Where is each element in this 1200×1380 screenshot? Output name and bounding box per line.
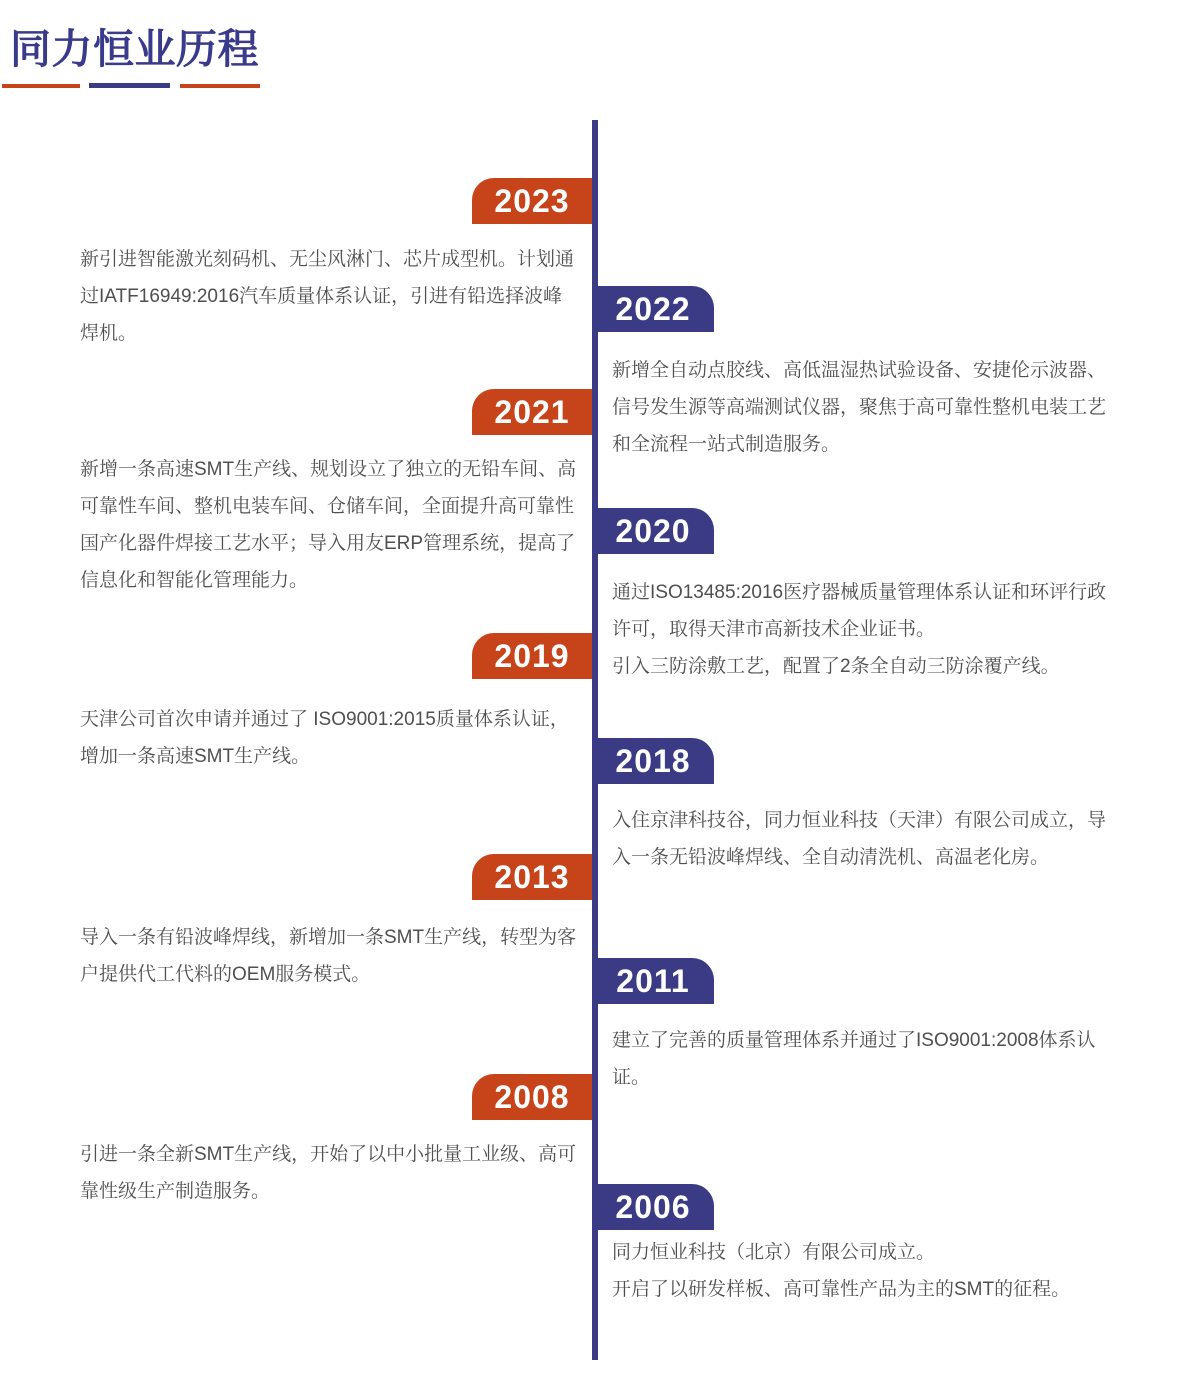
title-underline-blue — [89, 83, 170, 88]
year-label: 2008 — [494, 1078, 570, 1115]
year-label: 2020 — [615, 512, 691, 549]
year-label: 2023 — [494, 182, 570, 219]
entry-text-2023 — [80, 241, 580, 352]
year-badge-2022 — [592, 286, 714, 332]
year-label: 2006 — [615, 1188, 691, 1225]
entry-text-2006 — [612, 1234, 1112, 1308]
year-label: 2022 — [615, 290, 691, 327]
year-badge-2008 — [472, 1074, 592, 1120]
year-label: 2021 — [494, 393, 570, 430]
year-badge-2023 — [472, 178, 592, 224]
entry-paragraph: 入住京津科技谷，同力恒业科技（天津）有限公司成立，导入一条无铅波峰焊线、全自动清洗机、高温老化房。 — [612, 810, 1107, 868]
entry-paragraph: 引入三防涂敷工艺，配置了2条全自动三防涂覆产线。 — [612, 656, 1060, 677]
entry-text-2008 — [80, 1136, 580, 1210]
entry-text-2020 — [612, 574, 1112, 685]
entry-paragraph: 引进一条全新SMT生产线，开始了以中小批量工业级、高可靠性级生产制造服务。 — [80, 1144, 577, 1202]
entry-paragraph: 导入一条有铅波峰焊线，新增加一条SMT生产线，转型为客户提供代工代料的OEM服务模式。 — [80, 927, 577, 985]
entry-text-2022 — [612, 352, 1112, 463]
year-badge-2018 — [592, 738, 714, 784]
year-badge-2019 — [472, 633, 592, 679]
entry-text-2019 — [80, 701, 580, 775]
entry-paragraph: 建立了完善的质量管理体系并通过了ISO9001:2008体系认证。 — [612, 1030, 1096, 1088]
title-underline-orange-2 — [180, 84, 260, 88]
entry-text-2011 — [612, 1022, 1112, 1096]
page-title: 同力恒业历程 — [10, 26, 259, 72]
title-underline-orange-1 — [2, 84, 80, 88]
entry-paragraph: 同力恒业科技（北京）有限公司成立。 — [612, 1242, 936, 1263]
year-badge-2013 — [472, 854, 592, 900]
entry-text-2018 — [612, 802, 1112, 876]
entry-paragraph: 天津公司首次申请并通过了 ISO9001:2015质量体系认证，增加一条高速SMT生产线。 — [80, 709, 569, 767]
entry-paragraph: 新增全自动点胶线、高低温湿热试验设备、安捷伦示波器、信号发生源等高端测试仪器，聚焦于高可靠性整机电装工艺和全流程一站式制造服务。 — [612, 360, 1107, 455]
year-label: 2013 — [494, 858, 570, 895]
entry-text-2021 — [80, 451, 580, 599]
entry-paragraph: 开启了以研发样板、高可靠性产品为主的SMT的征程。 — [612, 1279, 1071, 1300]
year-badge-2021 — [472, 389, 592, 435]
entry-paragraph: 通过ISO13485:2016医疗器械质量管理体系认证和环评行政许可，取得天津市高新技术企业证书。 — [612, 582, 1107, 640]
year-badge-2011 — [592, 958, 714, 1004]
year-label: 2019 — [494, 637, 570, 674]
year-badge-2006 — [592, 1184, 714, 1230]
year-badge-2020 — [592, 508, 714, 554]
timeline-axis — [592, 120, 598, 1360]
entry-paragraph: 新引进智能激光刻码机、无尘风淋门、芯片成型机。计划通过IATF16949:2016汽车质量体系认证，引进有铅选择波峰焊机。 — [80, 249, 575, 344]
year-label: 2018 — [615, 742, 691, 779]
entry-text-2013 — [80, 919, 580, 993]
year-label: 2011 — [616, 962, 690, 999]
entry-paragraph: 新增一条高速SMT生产线、规划设立了独立的无铅车间、高可靠性车间、整机电装车间、仓储车间，全面提升高可靠性国产化器件焊接工艺水平；导入用友ERP管理系统，提高了信息化和智能化管理能力。 — [80, 459, 577, 591]
